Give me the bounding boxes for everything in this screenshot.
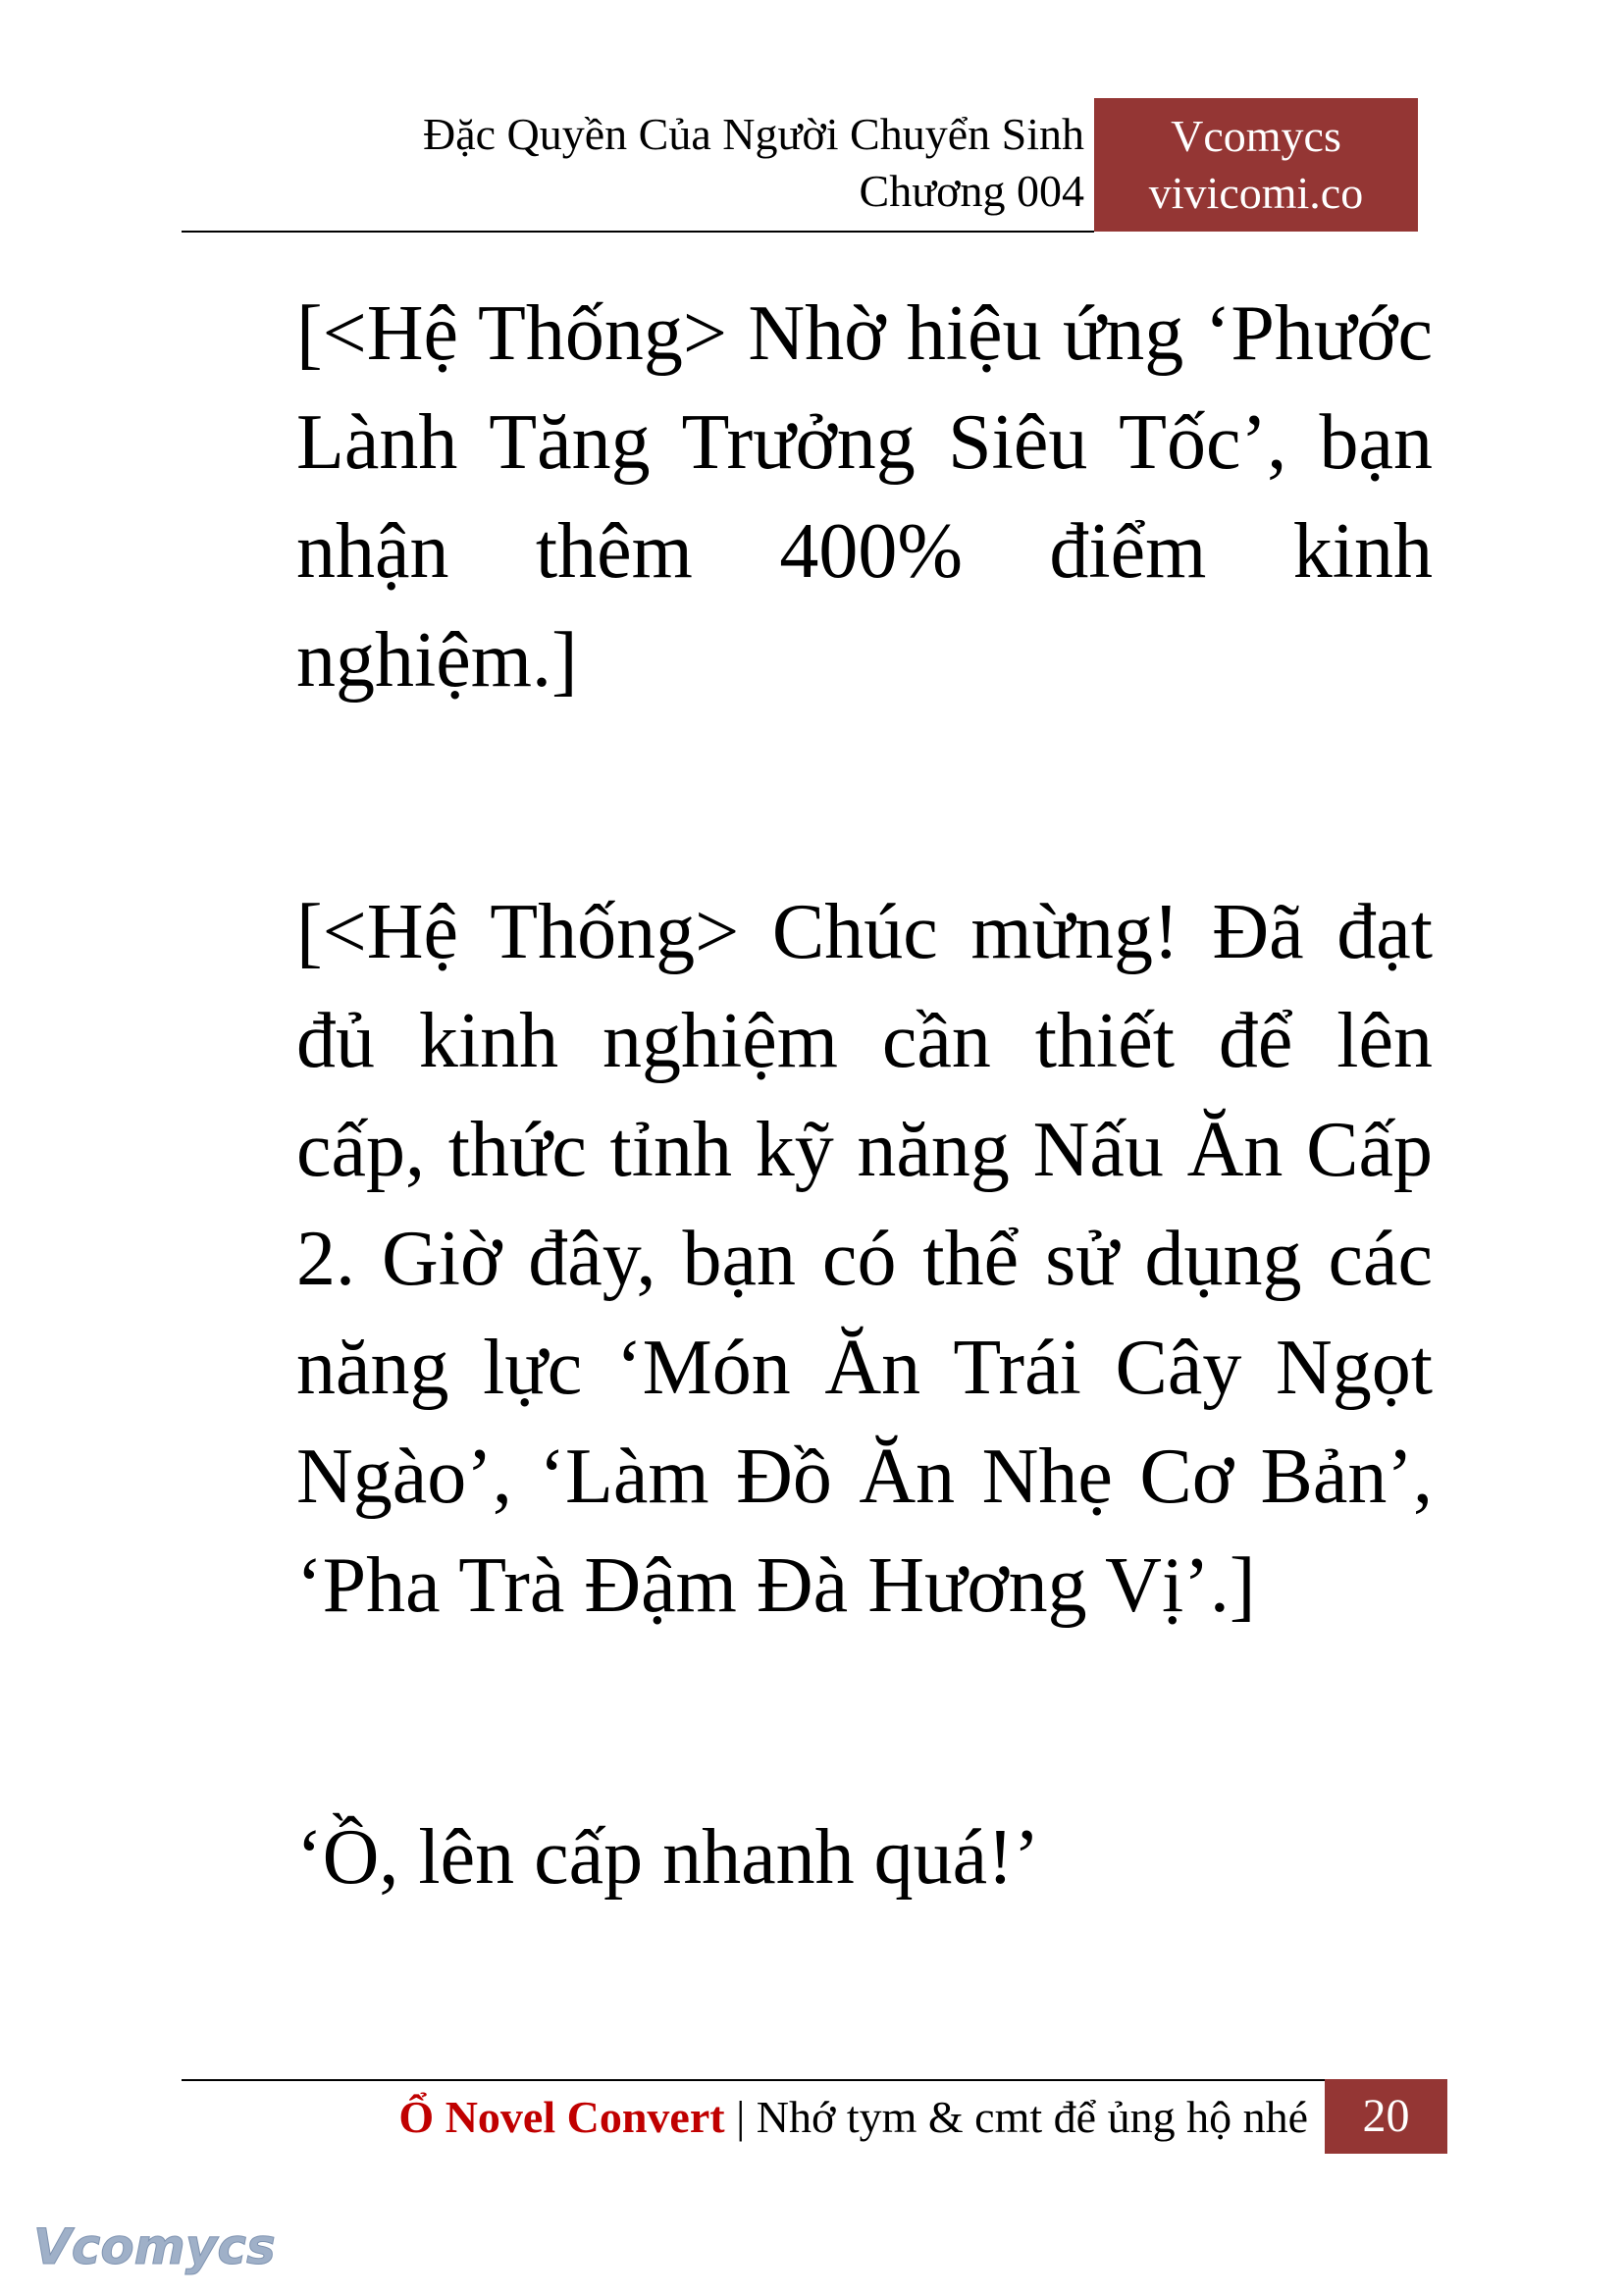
- book-title: Đặc Quyền Của Người Chuyển Sinh: [422, 109, 1084, 159]
- paragraph-spacer: [296, 715, 1433, 878]
- vcomycs-logo-watermark: [29, 2213, 276, 2281]
- page-header: [182, 98, 1418, 232]
- system-message-paragraph: [<Hệ Thống> Nhờ hiệu ứng ‘Phước Lành Tăng Trưởng Siêu Tốc’, bạn nhận thêm 400% điểm kinh nghiệm.]: [296, 290, 1433, 704]
- dialogue-paragraph: ‘Ồ, lên cấp nhanh quá!’: [296, 1814, 1040, 1901]
- footer-text: [398, 2082, 1308, 2153]
- site-url: vivicomi.co: [1148, 168, 1364, 218]
- watermark-text: Vcomycs: [33, 2218, 276, 2275]
- footer-brand: Ổ Novel Convert: [398, 2092, 725, 2142]
- header-divider: [182, 231, 1094, 233]
- paragraph-spacer: [296, 1641, 1433, 1803]
- site-name: Vcomycs: [1171, 111, 1341, 161]
- page-number: 20: [1325, 2079, 1447, 2154]
- footer-separator: |: [724, 2092, 757, 2142]
- system-message-paragraph: [<Hệ Thống> Chúc mừng! Đã đạt đủ kinh nghiệm cần thiết để lên cấp, thức tỉnh kỹ năng Nấu Ăn Cấp 2. Giờ đây, bạn có thể sử dụng các năng lực ‘Món Ăn Trái Cây Ngọt Ngào’, ‘Làm Đồ Ăn Nhẹ Cơ Bản’, ‘Pha Trà Đậm Đà Hương Vị’.]: [296, 889, 1433, 1629]
- footer-divider: [182, 2079, 1325, 2081]
- site-badge: [1094, 98, 1418, 232]
- chapter-label: Chương 004: [859, 166, 1084, 216]
- header-title-block: [423, 106, 1084, 220]
- footer-message: Nhớ tym & cmt để ủng hộ nhé: [756, 2092, 1308, 2142]
- chapter-content: [296, 280, 1433, 1912]
